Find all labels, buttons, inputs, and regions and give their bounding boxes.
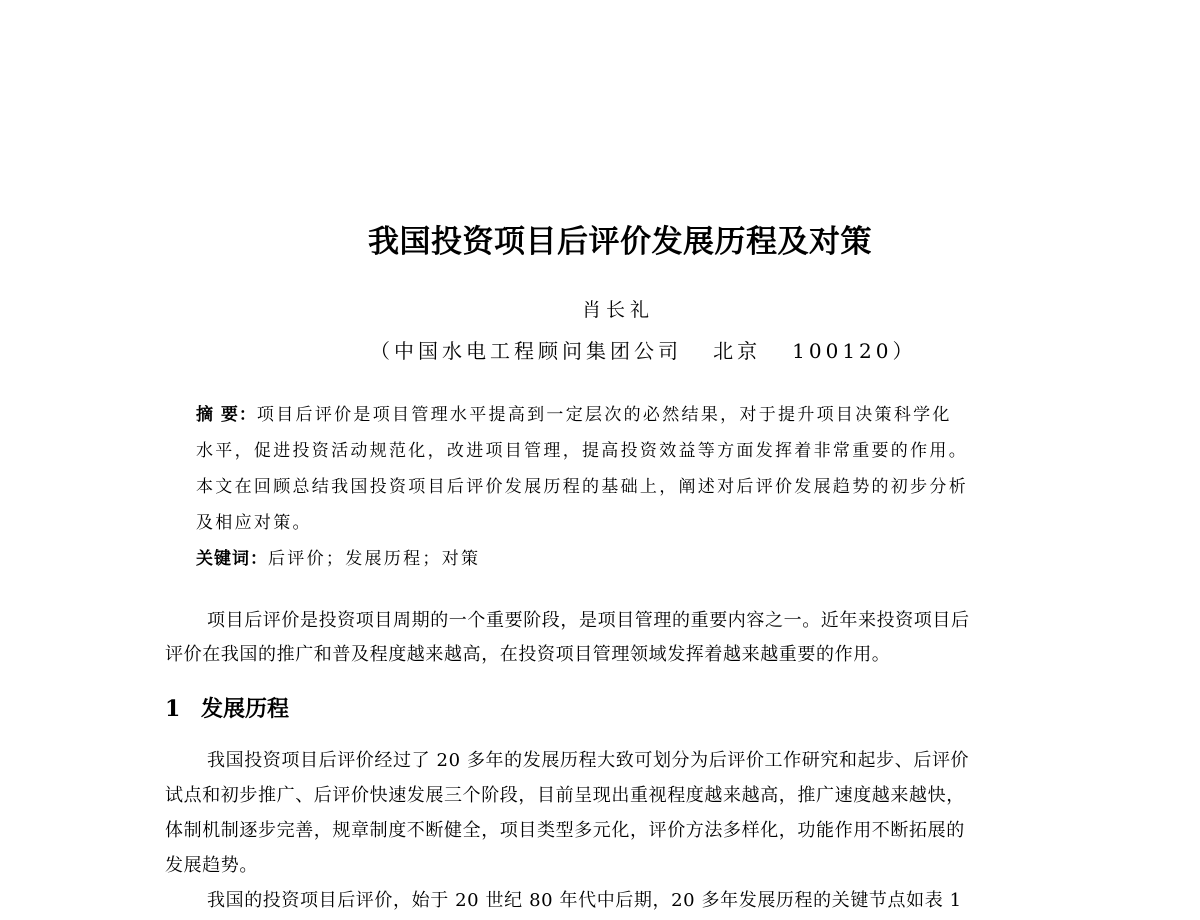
author-name: 肖长礼 (581, 299, 654, 321)
paragraph-line: 发展趋势。 (165, 855, 258, 876)
author-affiliation: （中国水电工程顾问集团公司 北京 100120） (370, 339, 917, 363)
section1-paragraph-2 (165, 890, 1080, 918)
paragraph-line: 我国的投资项目后评价，始于 20 世纪 80 年代中后期，20 多年发展历程的关键节点如表 1 (207, 890, 962, 911)
paragraph-line: 评价在我国的推广和普及程度越来越高，在投资项目管理领域发挥着越来越重要的作用。 (165, 644, 891, 665)
paragraph-line: 我国投资项目后评价经过了 20 多年的发展历程大致可划分为后评价工作研究和起步、后评价 (207, 750, 970, 771)
paragraph-line: 试点和初步推广、后评价快速发展三个阶段，目前呈现出重视程度越来越高，推广速度越来越快， (165, 785, 965, 806)
abstract-line: 及相应对策。 (196, 513, 312, 533)
keywords-line (196, 547, 1056, 583)
abstract-block (196, 403, 1056, 583)
abstract-text: 项目后评价是项目管理水平提高到一定层次的必然结果，对于提升项目决策科学化 (256, 405, 952, 425)
keywords-label: 关键词： (196, 549, 268, 569)
paper-title: 我国投资项目后评价发展历程及对策 (368, 224, 872, 260)
abstract-line: 水平，促进投资活动规范化，改进项目管理，提高投资效益等方面发挥着非常重要的作用。 (196, 441, 968, 461)
section1-paragraph-1 (165, 750, 1080, 890)
section-number: 1 (165, 696, 181, 722)
paragraph-line: 项目后评价是投资项目周期的一个重要阶段，是项目管理的重要内容之一。近年来投资项目后 (207, 610, 970, 631)
section-heading (165, 692, 289, 723)
keywords-text: 后评价；发展历程；对策 (268, 549, 481, 569)
abstract-line: 本文在回顾总结我国投资项目后评价发展历程的基础上，阐述对后评价发展趋势的初步分析 (196, 477, 968, 497)
abstract-line (196, 403, 1056, 439)
paragraph-line: 体制机制逐步完善，规章制度不断健全，项目类型多元化，评价方法多样化，功能作用不断拓展的 (165, 820, 965, 841)
abstract-label: 摘 要： (196, 405, 257, 425)
section-title: 发展历程 (201, 696, 290, 722)
intro-paragraph (165, 610, 1080, 678)
